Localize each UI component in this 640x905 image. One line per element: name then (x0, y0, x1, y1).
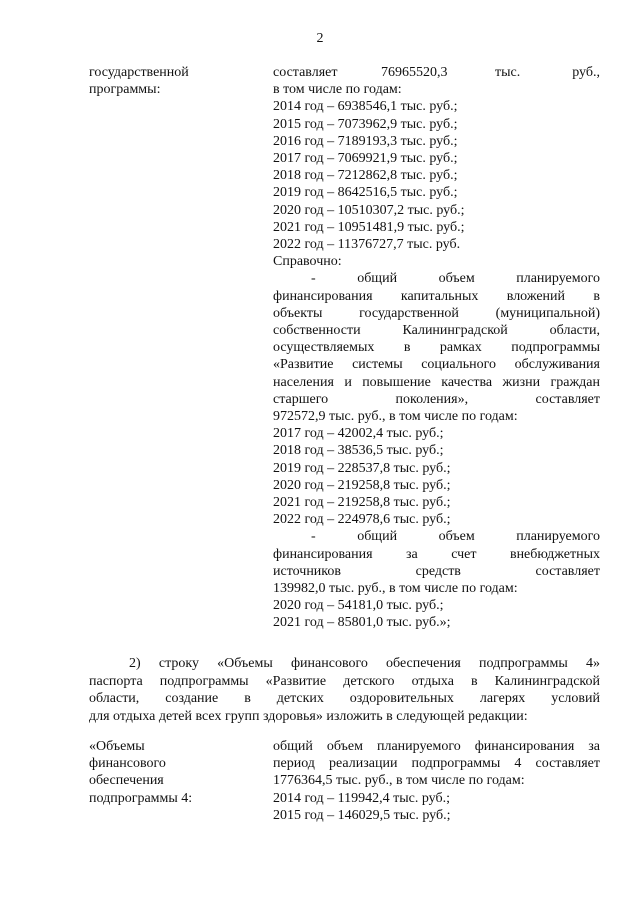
capital-line: собственности Калининградской области, (273, 323, 600, 339)
paragraph-line: области, создание в детских оздоровительных лагерях условий (89, 691, 600, 707)
label-line: обеспечения (89, 773, 164, 789)
capital-line: «Развитие системы социального обслуживания (273, 357, 600, 373)
bottom-total: 1776364,5 тыс. руб., в том числе по годам: (273, 773, 525, 789)
year-line: 2021 год – 10951481,9 тыс. руб.; (273, 219, 465, 235)
bottom-year-line: 2014 год – 119942,4 тыс. руб.; (273, 790, 450, 806)
total-currency: руб., (572, 65, 600, 80)
year-line: 2015 год – 7073962,9 тыс. руб.; (273, 116, 458, 132)
extra-line: - общий объем планируемого (311, 529, 600, 545)
capital-line: осуществляемых в рамках подпрограммы (273, 340, 600, 356)
year-line: 2016 год – 7189193,3 тыс. руб.; (273, 133, 458, 149)
label-line: государственной (89, 65, 189, 80)
capital-year-line: 2019 год – 228537,8 тыс. руб.; (273, 460, 451, 476)
capital-year-line: 2021 год – 219258,8 тыс. руб.; (273, 495, 451, 511)
capital-year-line: 2022 год – 224978,6 тыс. руб.; (273, 512, 451, 528)
paragraph-line: паспорта подпрограммы «Развитие детского отдыха в Калининградской (89, 673, 600, 689)
year-line: 2019 год – 8642516,5 тыс. руб.; (273, 185, 458, 201)
bottom-text-line: период реализации подпрограммы 4 составляет (273, 756, 600, 772)
year-line: 2022 год – 11376727,7 тыс. руб. (273, 237, 461, 253)
total-word: составляет (273, 65, 338, 80)
capital-line: старшего поколения», составляет (273, 391, 600, 407)
year-line: 2018 год – 7212862,8 тыс. руб.; (273, 168, 458, 184)
extra-year-line: 2021 год – 85801,0 тыс. руб.»; (273, 615, 451, 631)
capital-line: объекты государственной (муниципальной) (273, 305, 600, 321)
amendment-paragraph (89, 655, 600, 725)
bottom-label (89, 738, 192, 807)
top-content (273, 64, 600, 632)
bottom-year-line: 2015 год – 146029,5 тыс. руб.; (273, 807, 451, 823)
paragraph-line: 2) строку «Объемы финансового обеспечения подпрограммы 4» (129, 656, 600, 671)
label-line: финансового (89, 756, 166, 772)
total-unit: тыс. (495, 65, 521, 80)
total-amount: 76965520,3 (381, 65, 448, 80)
label-line: программы: (89, 82, 161, 98)
label-line: подпрограммы 4: (89, 790, 193, 806)
bottom-content (273, 738, 600, 824)
label-line: «Объемы (89, 739, 145, 754)
extra-line: финансирования за счет внебюджетных (273, 546, 600, 562)
paragraph-line: для отдыха детей всех групп здоровья» изложить в следующей редакции: (89, 708, 528, 724)
intro-line: в том числе по годам: (273, 82, 402, 98)
year-line: 2014 год – 6938546,1 тыс. руб.; (273, 99, 458, 115)
bottom-text-line: общий объем планируемого финансирования за (273, 739, 600, 754)
capital-line: населения и повышение качества жизни граждан (273, 374, 600, 390)
year-line: 2020 год – 10510307,2 тыс. руб.; (273, 202, 465, 218)
capital-year-line: 2017 год – 42002,4 тыс. руб.; (273, 426, 444, 442)
extra-year-line: 2020 год – 54181,0 тыс. руб.; (273, 598, 444, 614)
extra-total: 139982,0 тыс. руб., в том числе по годам: (273, 581, 518, 597)
capital-line: - общий объем планируемого (311, 271, 600, 287)
capital-year-line: 2018 год – 38536,5 тыс. руб.; (273, 443, 444, 459)
top-label (89, 64, 189, 98)
capital-year-line: 2020 год – 219258,8 тыс. руб.; (273, 477, 451, 493)
extra-line: источников средств составляет (273, 563, 600, 579)
year-line: 2017 год – 7069921,9 тыс. руб.; (273, 151, 458, 166)
spravochno-heading: Справочно: (273, 254, 342, 270)
total-line (273, 64, 600, 81)
page-number: 2 (316, 31, 324, 46)
capital-line: финансирования капитальных вложений в (273, 288, 600, 304)
capital-total: 972572,9 тыс. руб., в том числе по годам: (273, 409, 518, 425)
